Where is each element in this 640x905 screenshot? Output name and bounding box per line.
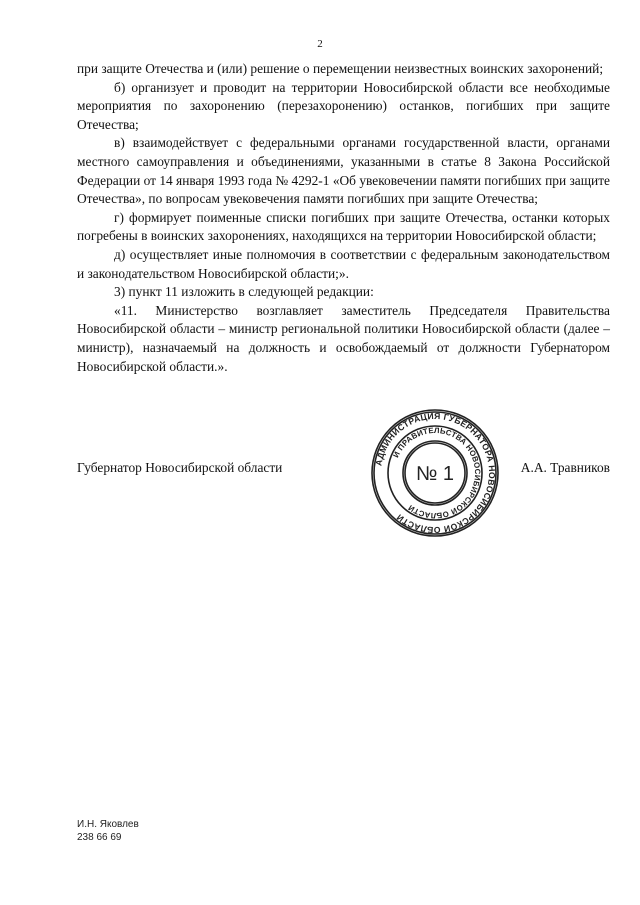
paragraph: «11. Министерство возглавляет заместитель Председателя Правительства Новосибирской области – министр региональной политики Новосибирской области (далее – министр), назначаемый на должность и освобождаемый от должности Губернатором Новосибирской области.».: [77, 302, 610, 374]
executor-name: И.Н. Яковлев: [77, 819, 139, 830]
paragraph: 3) пункт 11 изложить в следующей редакции:: [114, 284, 374, 300]
paragraph: д) осуществляет иные полномочия в соответствии с федеральным законодательством и законодательством Новосибирской области;».: [77, 246, 610, 281]
signatory-name: А.А. Травников: [520, 460, 610, 475]
seal-outer-text: АДМИНИСТРАЦИЯ ГУБЕРНАТОРА НОВОСИБИРСКОЙ ОБЛАСТИ: [373, 410, 498, 536]
paragraph: при защите Отечества и (или) решение о перемещении неизвестных воинских захоронений;: [77, 61, 604, 76]
signatory-title: Губернатор Новосибирской области: [77, 460, 283, 475]
executor-info: [77, 818, 139, 844]
executor-phone: 238 66 69: [77, 832, 122, 843]
official-seal: [370, 408, 500, 538]
seal-center-text: № 1: [415, 463, 455, 485]
paragraph: б) организует и проводит на территории Новосибирской области все необходимые мероприятия по захоронению (перезахоронению) останков, погибших при защите Отечества;: [77, 79, 610, 132]
paragraph: в) взаимодействует с федеральными органами государственной власти, органами местного самоуправления и объединениями, указанными в статье 8 Закона Российской Федерации от 14 января 1993 года № 4292-1 «Об увековечении памяти погибших при защите Отечества», по вопросам увековечения памяти погибших при защите Отечества;: [77, 135, 610, 207]
document-body: [77, 60, 610, 376]
seal-inner-text: И ПРАВИТЕЛЬСТВА НОВОСИБИРСКОЙ ОБЛАСТИ: [391, 425, 483, 521]
page-number: 2: [317, 38, 323, 50]
paragraph: г) формирует поименные списки погибших при защите Отечества, останки которых погребены в воинских захоронениях, находящихся на территории Новосибирской области;: [77, 209, 610, 244]
